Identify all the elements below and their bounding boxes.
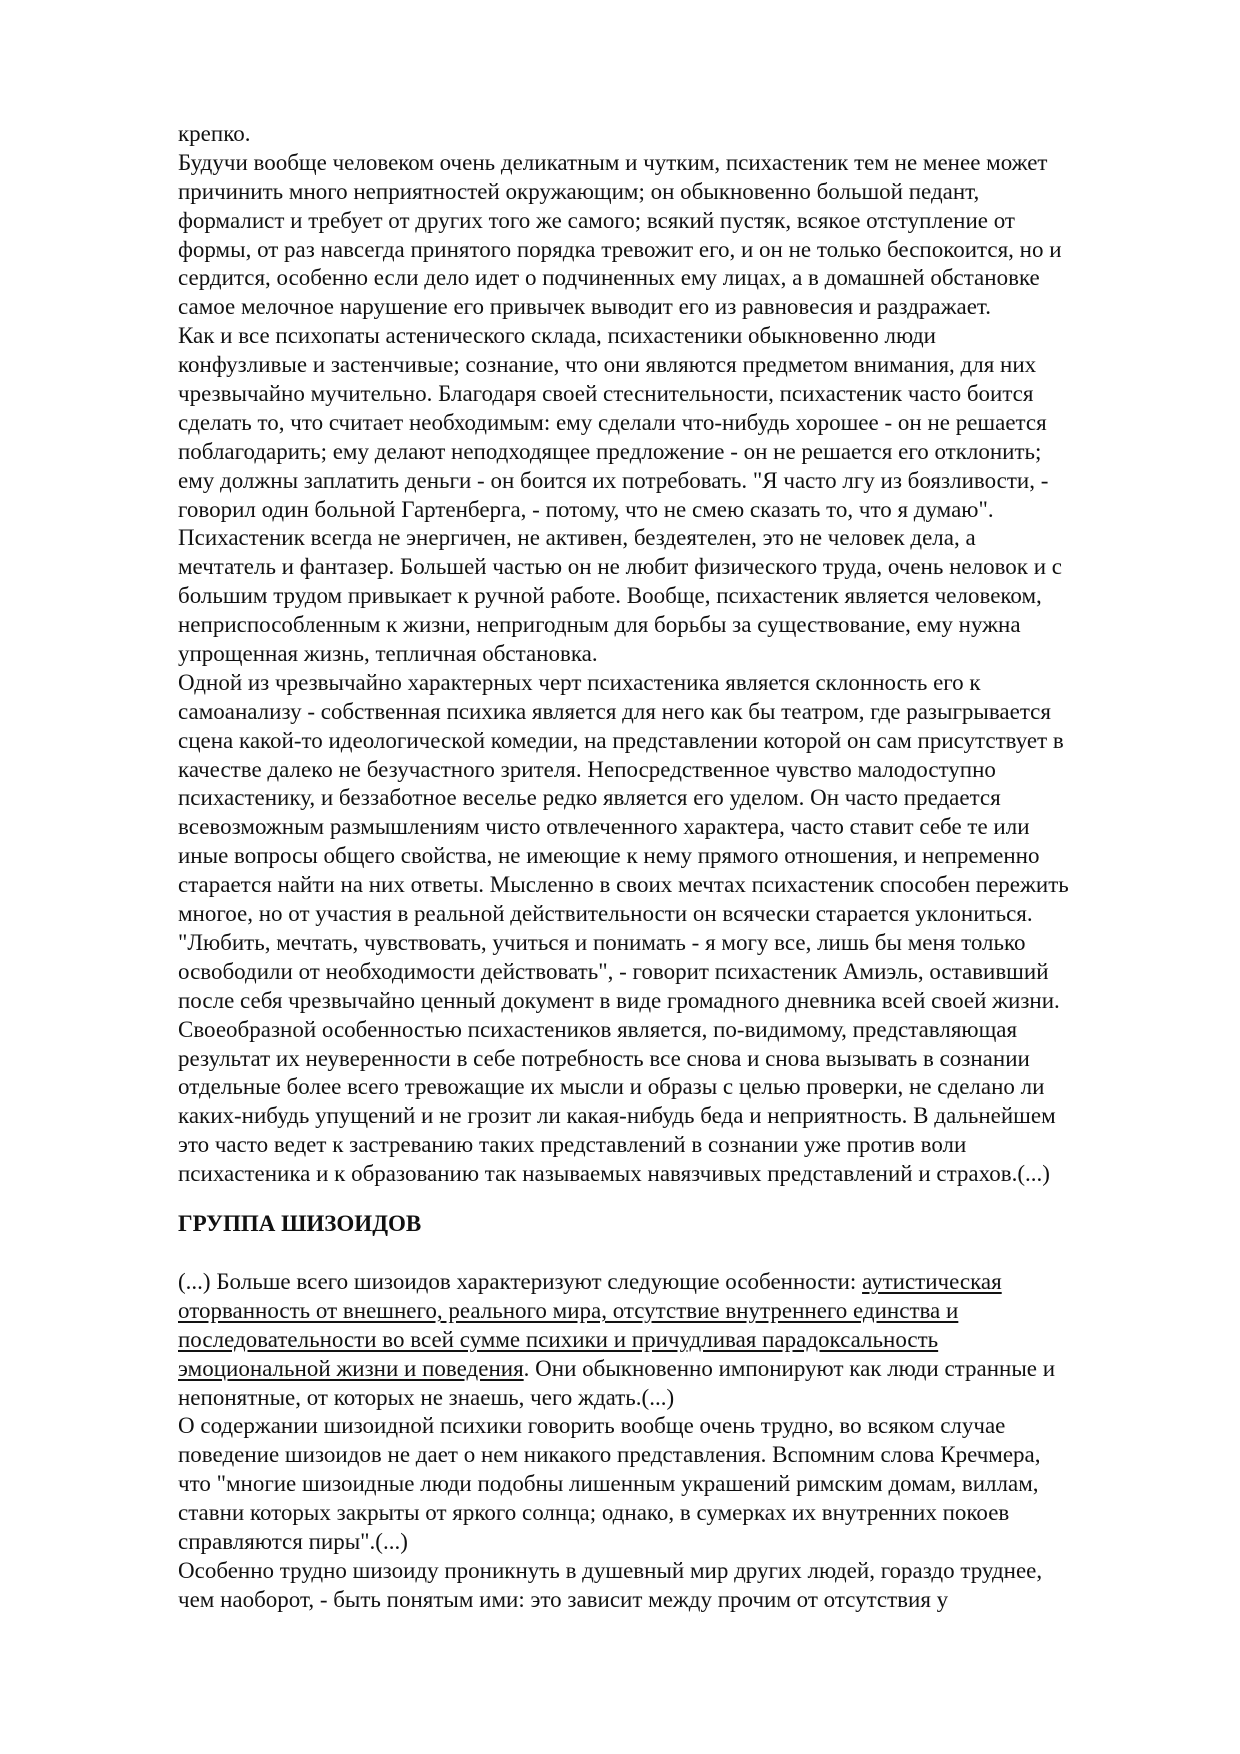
text-line xyxy=(178,1160,1178,1189)
text-line xyxy=(178,987,1178,1016)
text-line xyxy=(178,698,1178,727)
text-line xyxy=(178,120,1178,149)
text-line xyxy=(178,900,1178,929)
text-segment: иные вопросы общего свойства, не имеющие к нему прямого отношения, и непременно xyxy=(178,843,1040,869)
text-segment: "Любить, мечтать, чувствовать, учиться и понимать - я могу все, лишь бы меня только xyxy=(178,929,1026,955)
underlined-text: оторванность от внешнего, реального мира, отсутствие внутреннего единства и xyxy=(178,1297,959,1323)
text-line xyxy=(178,1412,1178,1441)
text-line xyxy=(178,784,1178,813)
text-segment: отдельные более всего тревожащие их мысли и образы с целью проверки, не сделано ли xyxy=(178,1074,1045,1100)
text-line xyxy=(178,496,1178,525)
text-line xyxy=(178,409,1178,438)
text-line xyxy=(178,1131,1178,1160)
text-line xyxy=(178,1355,1178,1384)
text-segment: формалист и требует от других того же самого; всякий пустяк, всякое отступление от xyxy=(178,207,1015,233)
text-line xyxy=(178,640,1178,669)
text-segment: всевозможным размышлениям чисто отвлеченного характера, часто ставит себе те или xyxy=(178,814,1030,840)
text-segment: психастеника и к образованию так называемых навязчивых представлений и страхов.(...) xyxy=(178,1161,1050,1187)
text-line xyxy=(178,1268,1178,1297)
text-line xyxy=(178,524,1178,553)
schizoid-text-section xyxy=(178,1268,1178,1615)
underlined-text: эмоциональной жизни и поведения xyxy=(178,1355,524,1381)
text-line xyxy=(178,582,1178,611)
text-line xyxy=(178,1470,1178,1499)
text-line xyxy=(178,669,1178,698)
text-segment: Своеобразной особенностью психастеников является, по-видимому, представляющая xyxy=(178,1016,1018,1042)
text-segment: освободили от необходимости действовать", - говорит психастеник Амиэль, оставивший xyxy=(178,958,1049,984)
text-line xyxy=(178,842,1178,871)
text-segment: сцена какой-то идеологической комедии, на представлении которой он сам присутствует в xyxy=(178,727,1064,753)
text-line xyxy=(178,871,1178,900)
text-segment: упрощенная жизнь, тепличная обстановка. xyxy=(178,641,598,667)
text-segment: результат их неуверенности в себе потребность все снова и снова вызывать в сознании xyxy=(178,1045,1030,1071)
text-line xyxy=(178,178,1178,207)
text-line xyxy=(178,1326,1178,1355)
text-segment: Как и все психопаты астенического склада, психастеники обыкновенно люди xyxy=(178,323,936,349)
text-line xyxy=(178,380,1178,409)
text-line xyxy=(178,207,1178,236)
text-segment: мечтатель и фантазер. Большей частью он не любит физического труда, очень неловок и с xyxy=(178,554,1062,580)
text-line xyxy=(178,1045,1178,1074)
text-segment: сделать то, что считает необходимым: ему сделали что-нибудь хорошее - он не решается xyxy=(178,409,1047,435)
text-line xyxy=(178,1073,1178,1102)
text-line xyxy=(178,1102,1178,1131)
text-segment: после себя чрезвычайно ценный документ в виде громадного дневника всей своей жизни. xyxy=(178,987,1060,1013)
text-segment: непонятные, от которых не знаешь, чего ждать.(...) xyxy=(178,1384,675,1410)
text-segment: формы, от раз навсегда принятого порядка тревожит его, и он не только беспокоится, но и xyxy=(178,236,1062,262)
text-line xyxy=(178,149,1178,178)
text-line xyxy=(178,293,1178,322)
text-segment: самоанализу - собственная психика является для него как бы театром, где разыгрывается xyxy=(178,698,1051,724)
underlined-text: последовательности во всей сумме психики и причудливая парадоксальность xyxy=(178,1326,939,1352)
text-line xyxy=(178,1384,1178,1413)
text-segment: Психастеник всегда не энергичен, не активен, бездеятелен, это не человек дела, а xyxy=(178,525,976,551)
text-line xyxy=(178,236,1178,265)
text-segment: крепко. xyxy=(178,121,251,146)
text-line xyxy=(178,813,1178,842)
text-segment: чрезвычайно мучительно. Благодаря своей стеснительности, психастеник часто боится xyxy=(178,381,1034,407)
text-segment: многое, но от участия в реальной действительности он всячески старается уклониться. xyxy=(178,901,1033,927)
text-line xyxy=(178,1499,1178,1528)
text-line xyxy=(178,611,1178,640)
text-segment: поблагодарить; ему делают неподходящее предложение - он не решается его отклонить; xyxy=(178,438,1042,464)
underlined-text: аутистическая xyxy=(862,1269,1002,1294)
section-heading-schizoids: ГРУППА ШИЗОИДОВ xyxy=(178,1211,422,1236)
text-segment: поведение шизоидов не дает о нем никакого представления. Вспомним слова Кречмера, xyxy=(178,1442,1041,1468)
text-segment: ставни которых закрыты от яркого солнца; однако, в сумерках их внутренних покоев xyxy=(178,1500,1010,1526)
text-segment: (...) Больше всего шизоидов характеризуют следующие особенности: xyxy=(178,1269,863,1294)
text-line xyxy=(178,1586,1178,1615)
text-line xyxy=(178,1441,1178,1470)
text-line xyxy=(178,1557,1178,1586)
text-line xyxy=(178,322,1178,351)
text-segment: О содержании шизоидной психики говорить вообще очень трудно, во всяком случае xyxy=(178,1413,1006,1439)
text-segment: это часто ведет к застреванию таких представлений в сознании уже против воли xyxy=(178,1132,967,1158)
text-segment: старается найти на них ответы. Мысленно в своих мечтах психастеник способен пережить xyxy=(178,872,1069,898)
text-segment: говорил один больной Гартенберга, - потому, что не смею сказать то, что я думаю". xyxy=(178,496,994,522)
text-line xyxy=(178,756,1178,785)
text-segment: причинить много неприятностей окружающим; он обыкновенно большой педант, xyxy=(178,178,980,204)
text-segment: психастенику, и беззаботное веселье редко является его уделом. Он часто предается xyxy=(178,785,1001,811)
text-segment: ему должны заплатить деньги - он боится их потребовать. "Я часто лгу из боязливости, - xyxy=(178,467,1049,493)
text-segment: Особенно трудно шизоиду проникнуть в душевный мир других людей, гораздо труднее, xyxy=(178,1557,1043,1583)
text-line xyxy=(178,1528,1178,1557)
text-segment: справляются пиры".(...) xyxy=(178,1529,408,1555)
text-line xyxy=(178,727,1178,756)
text-segment: . Они обыкновенно импонируют как люди странные и xyxy=(523,1355,1056,1381)
text-segment: самое мелочное нарушение его привычек выводит его из равновесия и раздражает. xyxy=(178,294,991,320)
text-line xyxy=(178,1297,1178,1326)
text-line xyxy=(178,1016,1178,1045)
text-line xyxy=(178,958,1178,987)
text-segment: Будучи вообще человеком очень деликатным и чутким, психастеник тем не менее может xyxy=(178,149,1048,175)
text-segment: неприспособленным к жизни, непригодным для борьбы за существование, ему нужна xyxy=(178,612,1021,638)
text-line xyxy=(178,929,1178,958)
text-segment: Одной из чрезвычайно характерных черт психастеника является склонность его к xyxy=(178,669,981,695)
text-segment: качестве далеко не безучастного зрителя. Непосредственное чувство малодоступно xyxy=(178,756,996,782)
text-line xyxy=(178,467,1178,496)
text-segment: каких-нибудь упущений и не грозит ли какая-нибудь беда и неприятность. В дальнейшем xyxy=(178,1103,1056,1129)
text-line xyxy=(178,438,1178,467)
text-segment: большим трудом привыкает к ручной работе. Вообще, психастеник является человеком, xyxy=(178,583,1042,609)
text-line xyxy=(178,264,1178,293)
text-line xyxy=(178,351,1178,380)
text-segment: что "многие шизоидные люди подобны лишенным украшений римским домам, виллам, xyxy=(178,1471,1039,1497)
psychasthenic-text-section xyxy=(178,120,1178,1189)
text-line xyxy=(178,553,1178,582)
text-segment: конфузливые и застенчивые; сознание, что они являются предметом внимания, для них xyxy=(178,352,1037,378)
text-segment: чем наоборот, - быть понятым ими: это зависит между прочим от отсутствия у xyxy=(178,1586,949,1612)
text-segment: сердится, особенно если дело идет о подчиненных ему лицах, а в домашней обстановке xyxy=(178,265,1040,291)
